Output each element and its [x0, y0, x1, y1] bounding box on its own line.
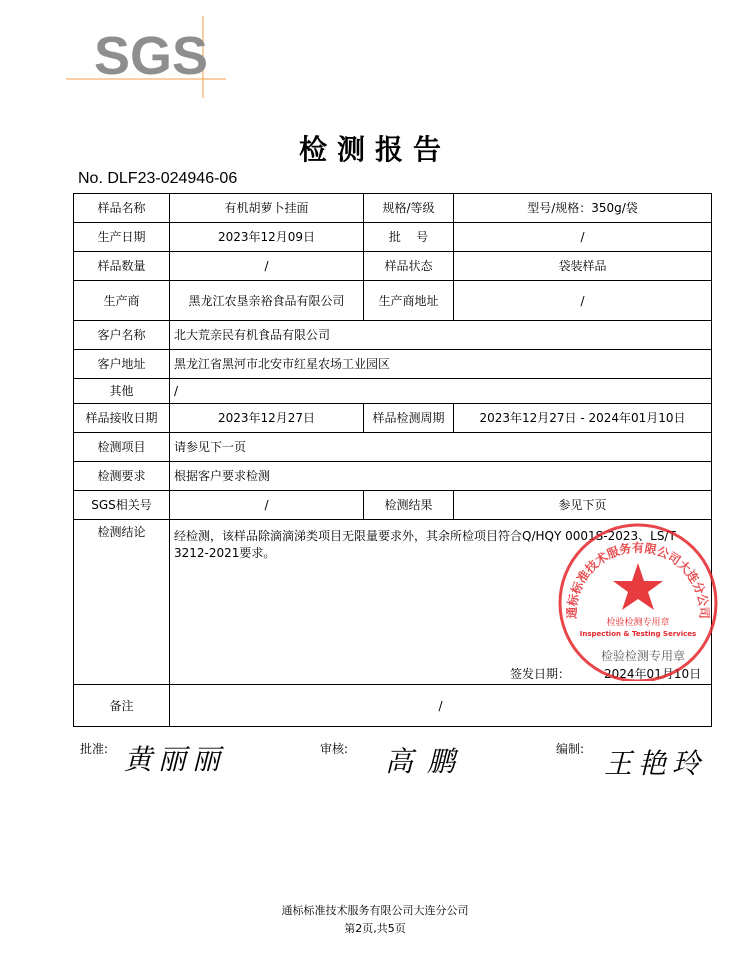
- report-number: No. DLF23-024946-06: [78, 170, 238, 187]
- value-test-requirement: 根据客户要求检测: [170, 462, 712, 491]
- review-label: 审核:: [320, 742, 349, 756]
- value-other: /: [170, 379, 712, 404]
- label-spec: 规格/等级: [364, 194, 454, 223]
- value-remarks: /: [170, 685, 712, 727]
- value-receipt-date: 2023年12月27日: [170, 404, 364, 433]
- seal-en-text: Inspection & Testing Services: [579, 630, 697, 638]
- value-batch-no: /: [454, 223, 712, 252]
- compile-signature: 王艳玲: [604, 747, 707, 780]
- conclusion-text: 经检测，该样品除滴滴涕类项目无限量要求外，其余所检项目符合Q/HQY 0001S-2023、LS/T 3212-2021要求。: [174, 529, 676, 560]
- review-signature: 高鹏: [385, 745, 470, 778]
- table-row: [74, 281, 712, 321]
- footer-page-number: 第2页,共5页: [344, 922, 406, 935]
- label-sample-name: 样品名称: [74, 194, 170, 223]
- footer-company: 通标标准技术服务有限公司大连分公司: [281, 904, 469, 917]
- value-sample-name: 有机胡萝卜挂面: [170, 194, 364, 223]
- table-row: [74, 379, 712, 404]
- table-row: [74, 223, 712, 252]
- official-seal: [553, 521, 723, 681]
- label-test-items: 检测项目: [74, 433, 170, 462]
- table-row: [74, 321, 712, 350]
- value-spec: 型号/规格：350g/袋: [454, 194, 712, 223]
- value-sgs-ref: /: [170, 491, 364, 520]
- label-test-requirement: 检测要求: [74, 462, 170, 491]
- seal-below-text: 检验检测专用章: [600, 649, 686, 663]
- value-sample-state: 袋装样品: [454, 252, 712, 281]
- table-row: [74, 685, 712, 727]
- label-sgs-ref: SGS相关号: [74, 491, 170, 520]
- label-client-address: 客户地址: [74, 350, 170, 379]
- logo-text: SGS: [94, 26, 209, 86]
- issue-date-label: 签发日期：: [510, 667, 571, 681]
- label-manufacturer-address: 生产商地址: [364, 281, 454, 321]
- value-manufacturer: 黑龙江农垦亲裕食品有限公司: [170, 281, 364, 321]
- approve-signature: 黄丽丽: [124, 743, 227, 776]
- label-other: 其他: [74, 379, 170, 404]
- report-title: 检测报告: [298, 133, 451, 166]
- label-client-name: 客户名称: [74, 321, 170, 350]
- seal-star-icon: [613, 563, 663, 610]
- label-receipt-date: 样品接收日期: [74, 404, 170, 433]
- label-batch-no: 批 号: [364, 223, 454, 252]
- table-row: [74, 404, 712, 433]
- value-test-items: 请参见下一页: [170, 433, 712, 462]
- label-test-period: 样品检测周期: [364, 404, 454, 433]
- label-production-date: 生产日期: [74, 223, 170, 252]
- approve-label: 批准:: [80, 742, 109, 756]
- table-row: [74, 194, 712, 223]
- label-conclusion: 检测结论: [74, 520, 170, 685]
- label-test-result: 检测结果: [364, 491, 454, 520]
- label-remarks: 备注: [74, 685, 170, 727]
- value-manufacturer-address: /: [454, 281, 712, 321]
- value-test-period: 2023年12月27日 - 2024年01月10日: [454, 404, 712, 433]
- label-sample-quantity: 样品数量: [74, 252, 170, 281]
- sgs-logo: [66, 16, 226, 98]
- value-sample-quantity: /: [170, 252, 364, 281]
- value-production-date: 2023年12月09日: [170, 223, 364, 252]
- table-row: [74, 350, 712, 379]
- table-row: [74, 462, 712, 491]
- value-client-name: 北大荒亲民有机食品有限公司: [170, 321, 712, 350]
- value-client-address: 黑龙江省黑河市北安市红星农场工业园区: [170, 350, 712, 379]
- seal-cn-text: 检验检测专用章: [606, 618, 670, 628]
- issue-date-value: 2024年01月10日: [604, 667, 702, 681]
- table-row: [74, 433, 712, 462]
- compile-label: 编制:: [556, 742, 585, 756]
- table-row: [74, 252, 712, 281]
- label-sample-state: 样品状态: [364, 252, 454, 281]
- value-test-result: 参见下页: [454, 491, 712, 520]
- table-row: [74, 491, 712, 520]
- label-manufacturer: 生产商: [74, 281, 170, 321]
- seal-outer-text: 通标标准技术服务有限公司大连分公司: [564, 540, 712, 619]
